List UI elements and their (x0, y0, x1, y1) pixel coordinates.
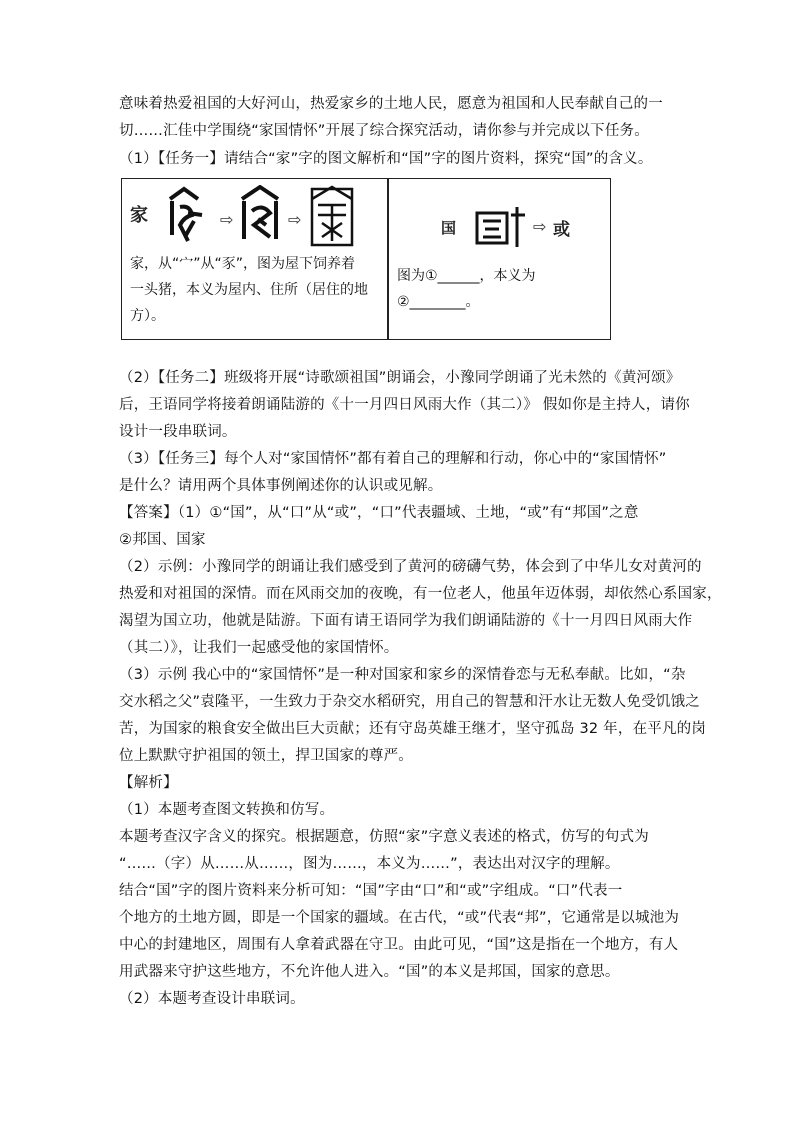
intro-line-2: 切……汇佳中学围绕“家国情怀”开展了综合探究活动，请你参与并完成以下任务。 (119, 123, 649, 139)
answer2-line-1: （2）示例：小豫同学的朗诵让我们感受到了黄河的磅礴气势，体会到了中华儿女对黄河的 (119, 559, 702, 575)
task2-line-1: （2）【任务二】班级将开展“诗歌颂祖国”朗诵会，小豫同学朗诵了光未然的《黄河颂》 (119, 370, 681, 386)
task2-line-2: 后，王语同学将接着朗诵陆游的《十一月四日风雨大作（其二）》 假如你是主持人，请你 (119, 397, 690, 413)
task3-line-1: （3）【任务三】每个人对“家国情怀”都有着自己的理解和行动，你心中的“家国情怀” (119, 451, 667, 467)
jia-desc-line-2: 一头猪，本义为屋内、住所（居住的地 (130, 282, 368, 298)
task1-line: （1）【任务一】请结合“家”字的图文解析和“国”字的图片资料，探究“国”的含义。 (119, 151, 653, 167)
analysis-heading: 【解析】 (119, 775, 178, 791)
arrow-icon: ⇨ (533, 217, 547, 236)
jia-evolution-images (162, 185, 382, 249)
analysis1-line-1: （1）本题考查图文转换和仿写。 (119, 802, 335, 818)
analysis1-line-4: 结合“国”字的图片资料来分析可知：“国”字由“口”和“或”字组成。“口”代表一 (119, 883, 623, 899)
analysis1-line-7: 用武器来守护这些地方，不允许他人进入。“国”的本义是邦国，国家的意思。 (119, 964, 620, 980)
guo-answer-line-2: ②________。 (397, 294, 480, 310)
jia-desc-line-1: 家，从“宀”从“豕”，图为屋下饲养着 (130, 256, 356, 272)
arrow-icon: ⇨ (288, 210, 302, 229)
seal-jia-glyph (312, 187, 352, 245)
bronze-jia-glyph (242, 187, 278, 239)
analysis1-line-3: “……（字）从……从……，图为……，本义为……”，表达出对汉字的理解。 (119, 856, 620, 872)
jia-desc-line-3: 方）。 (130, 308, 165, 324)
answer3-line-3: 苦，为国家的粮食安全做出巨大贡献；还有守岛英雄王继才，坚守孤岛 32 年，在平凡的岗 (119, 721, 707, 737)
intro-line-1: 意味着热爱祖国的大好河山，热爱家乡的土地人民，愿意为祖国和人民奉献自己的一 (119, 96, 663, 112)
analysis1-line-2: 本题考查汉字含义的探究。根据题意，仿照“家”字意义表述的格式，仿写的句式为 (119, 829, 649, 845)
answer2-line-3: 渴望为国立功，他就是陆游。下面有请王语同学为我们朗诵陆游的《十一月四日风雨大作 (119, 613, 693, 629)
analysis1-line-6: 中心的封建地区，周围有人拿着武器在守卫。由此可见，“国”这是指在一个地方，有人 (119, 937, 679, 953)
guo-char: 国 (441, 219, 457, 237)
analysis1-line-5: 个地方的土地方圆，即是一个国家的疆域。在古代，“或”代表“邦”，它通常是以城池为 (119, 910, 680, 926)
oracle-jia-glyph (170, 189, 202, 241)
answer3-line-1: （3）示例 我心中的“家国情怀”是一种对国家和家乡的深情眷恋与无私奉献。比如，“杂 (119, 667, 686, 683)
jia-char: 家 (130, 205, 148, 226)
character-table (121, 178, 611, 340)
jia-cell (122, 179, 387, 339)
guo-ancient-glyph (477, 207, 525, 247)
answer-line-2: ②邦国、国家 (119, 532, 206, 548)
answer-line-1: 【答案】（1）①“国”，从“口”从“或”，“口”代表疆域、土地，“或”有“邦国”之意 (119, 505, 639, 521)
task2-line-3: 设计一段串联词。 (119, 424, 237, 440)
task3-line-2: 是什么？请用两个具体事例阐述你的认识或见解。 (119, 478, 443, 494)
answer3-line-2: 交水稻之父”袁隆平，一生致力于杂交水稻研究，用自己的智慧和汗水让无数人免受饥饿之 (119, 694, 701, 710)
answer2-line-2: 热爱和对祖国的深情。而在风雨交加的夜晚，有一位老人，他虽年迈体弱，却依然心系国家， (119, 586, 722, 602)
answer2-line-4: （其二）》，让我们一起感受他的家国情怀。 (119, 640, 399, 656)
guo-cell (389, 179, 610, 339)
analysis2-line-1: （2）本题考查设计串联词。 (119, 991, 305, 1007)
arrow-icon: ⇨ (220, 210, 234, 229)
huo-char: 或 (553, 220, 570, 240)
guo-answer-line-1: 图为①______，本义为 (397, 268, 536, 284)
answer3-line-4: 位上默默守护祖国的领土，捍卫国家的尊严。 (119, 748, 413, 764)
